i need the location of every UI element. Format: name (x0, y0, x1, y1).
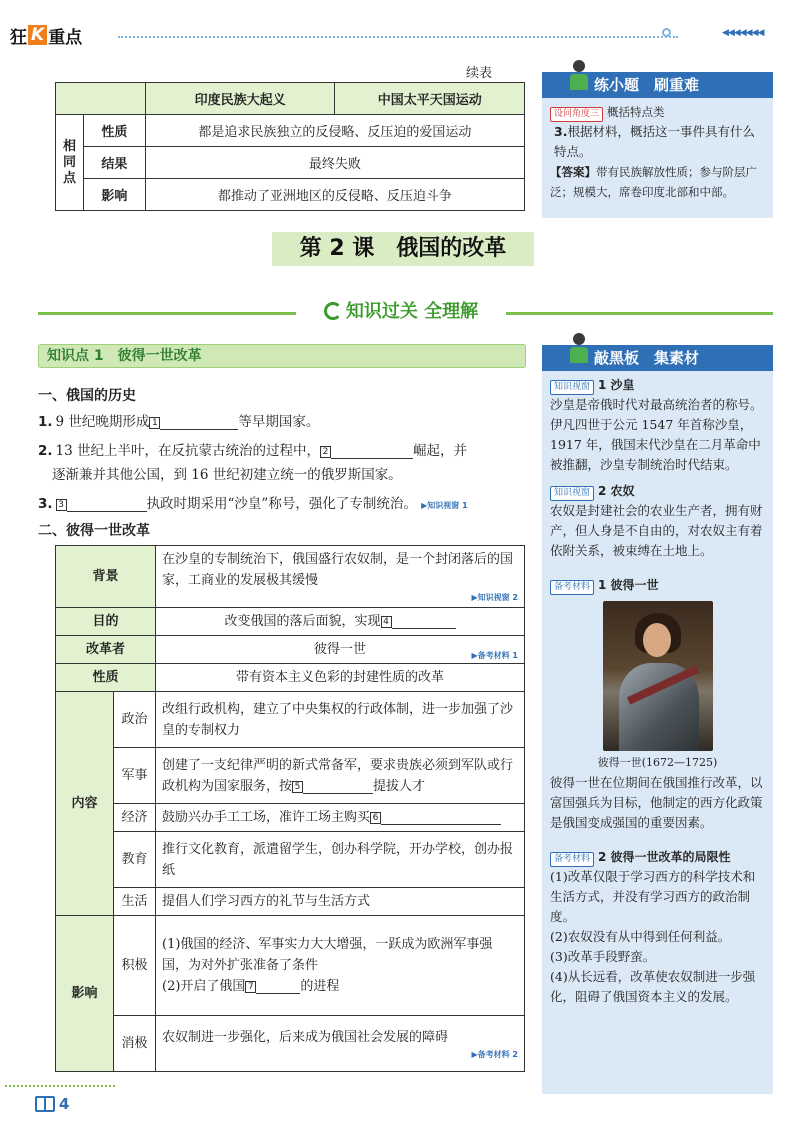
section-banner (296, 297, 506, 327)
question-number: 1. (38, 414, 53, 430)
answer-text: 带有民族解放性质；参与阶层广泛；规模大，席卷印度北部和中部。 (550, 165, 757, 199)
military-text: 创建了一支纪律严明的新式常备军，要求贵族必须到军队或行政机构为国家服务，按 (162, 757, 514, 794)
page-number-box (35, 1093, 69, 1115)
military-text-2: 提拔人才 (373, 778, 426, 794)
reference-link[interactable]: ▶备考材料 2 (471, 1049, 518, 1059)
limitation-4: (4)从长远看，改革使农奴制进一步强化，阻碍了俄国资本主义的发展。 (550, 969, 756, 1004)
circle-icon (662, 28, 671, 37)
fill-blank[interactable] (256, 978, 300, 994)
blank-number: 1 (149, 417, 160, 429)
aim-cell (156, 608, 525, 636)
reformer-text: 彼得一世 (313, 642, 366, 657)
nature-cell: 带有资本主义色彩的封建性质的改革 (156, 664, 525, 692)
swirl-icon (324, 302, 342, 320)
question-tag: 设问角度三 (550, 107, 603, 122)
comparison-table (55, 82, 525, 211)
sub-label: 军事 (114, 748, 156, 804)
background-cell (156, 546, 525, 608)
figure-icon (570, 333, 588, 369)
education-cell: 推行文化教育，派遣留学生，创办科学院，开办学校，创办报纸 (156, 832, 525, 888)
sub-label: 积极 (114, 916, 156, 1016)
negative-text: 农奴制进一步强化，后来成为俄国社会发展的障碍 (162, 1029, 449, 1045)
row-label: 影响 (56, 916, 114, 1072)
sub-label: 生活 (114, 888, 156, 916)
board-header (542, 345, 773, 371)
practice-body (542, 98, 773, 218)
board-body (542, 371, 773, 1094)
material-tag: 备考材料 (550, 580, 594, 595)
brand-logo (10, 20, 82, 50)
material-title: 1 彼得一世 (598, 578, 659, 592)
sub-label: 政治 (114, 692, 156, 748)
row-label: 性质 (83, 115, 145, 147)
figure-icon (570, 60, 588, 96)
aim-text: 改变俄国的落后面貌，实现 (224, 614, 381, 629)
page-number: 4 (59, 1095, 70, 1113)
economy-cell (156, 804, 525, 832)
question-number: 2. (38, 443, 53, 459)
book-icon (35, 1096, 55, 1112)
brand-k: K (28, 25, 47, 45)
material-title: 2 彼得一世改革的局限性 (598, 850, 731, 864)
question-3 (38, 492, 468, 518)
answer-label: 【答案】 (550, 165, 596, 179)
blank-number: 7 (245, 981, 256, 993)
question-text: 9 世纪晚期形成 (55, 414, 150, 430)
board-title: 敲黑板 集素材 (594, 349, 700, 367)
positive-text-2a: (2)开启了俄国 (162, 979, 246, 994)
table-caption: 续表 (466, 66, 493, 81)
window-text: 农奴是封建社会的农业生产者，拥有财产，但人身是不自由的，对农奴主有着依附关系，被束缚在土地上。 (550, 503, 763, 558)
row-value: 都推动了亚洲地区的反侵略、反压迫斗争 (145, 179, 524, 211)
row-label: 影响 (83, 179, 145, 211)
politics-cell: 改组行政机构，建立了中央集权的行政体制，进一步加强了沙皇的专制权力 (156, 692, 525, 748)
reference-link[interactable]: ▶知识视窗 1 (421, 501, 468, 510)
limitation-3: (3)改革手段野蛮。 (550, 949, 656, 964)
reform-table (55, 545, 525, 1072)
positive-text-2b: 的进程 (300, 979, 340, 994)
brand-text-2: 重点 (48, 27, 83, 48)
empty-header-cell (56, 83, 146, 115)
row-label: 性质 (56, 664, 156, 692)
question-text: 崛起，并 (413, 443, 468, 459)
fill-blank[interactable] (160, 414, 238, 430)
tag-title: 概括特点类 (607, 105, 665, 119)
sub-label: 消极 (114, 1016, 156, 1072)
blank-number: 2 (320, 446, 331, 458)
window-title: 2 农奴 (598, 484, 635, 498)
board-box (542, 345, 773, 1094)
row-label: 目的 (56, 608, 156, 636)
ref-wrap (162, 1048, 518, 1061)
row-value: 都是追求民族独立的反侵略、反压迫的爱国运动 (145, 115, 524, 147)
fill-blank[interactable] (67, 496, 147, 512)
window-text: 沙皇是帝俄时代对最高统治者的称号。伊凡四世于公元 1547 年首称沙皇，1917 年，俄国末代沙皇在二月革命中被推翻，沙皇专制统治时代结束。 (550, 397, 763, 472)
question-text: 根据材料，概括这一事件具有什么特点。 (554, 124, 755, 159)
life-cell: 提倡人们学习西方的礼节与生活方式 (156, 888, 525, 916)
reformer-cell (156, 636, 525, 664)
window-title: 1 沙皇 (598, 378, 635, 392)
header-decoration (662, 24, 782, 42)
fill-blank[interactable] (381, 809, 501, 825)
background-text: 在沙皇的专制统治下，俄国盛行农奴制，是一个封闭落后的国家，工商业的发展极其缓慢 (162, 552, 514, 588)
question-number: 3. (38, 496, 53, 512)
question-2-cont: 逐渐兼并其他公国，到 16 世纪初建立统一的俄罗斯国家。 (52, 467, 402, 483)
negative-cell (156, 1016, 525, 1072)
positive-text-1: (1)俄国的经济、军事实力大大增强，一跃成为欧洲军事强国，为对外扩张准备了条件 (162, 937, 493, 973)
row-value: 最终失败 (145, 147, 524, 179)
question-1 (38, 410, 319, 434)
question-number: 3. (554, 124, 568, 139)
window-tag: 知识视窗 (550, 486, 594, 501)
row-label: 改革者 (56, 636, 156, 664)
group-label: 相同点 (56, 115, 84, 211)
question-text: 等早期国家。 (238, 414, 320, 430)
portrait-caption: 彼得一世(1672—1725) (597, 756, 718, 769)
blank-number: 3 (56, 499, 67, 511)
lesson-title: 第 2 课 俄国的改革 (299, 236, 507, 261)
limitation-2: (2)农奴没有从中得到任何利益。 (550, 929, 731, 944)
economy-text: 鼓励兴办手工工场，准许工场主购买 (162, 810, 371, 825)
part2-heading: 二、彼得一世改革 (38, 523, 150, 539)
brand-text: 狂 (10, 27, 27, 48)
header-india: 印度民族大起义 (145, 83, 335, 115)
part1-heading: 一、俄国的历史 (38, 388, 136, 404)
knowledge-point-title: 知识点 1 彼得一世改革 (38, 344, 526, 368)
blank-number: 5 (292, 781, 303, 793)
blank-number: 6 (370, 812, 381, 824)
header-dotted-line (118, 36, 678, 38)
window-tag: 知识视窗 (550, 380, 594, 395)
fill-blank[interactable] (331, 443, 413, 459)
question-2 (38, 439, 467, 463)
section-banner-text: 知识过关 全理解 (345, 301, 479, 322)
limitation-1: (1)改革仅限于学习西方的科学技术和生活方式，并没有学习西方的政治制度。 (550, 869, 756, 924)
sub-label: 经济 (114, 804, 156, 832)
fill-blank[interactable] (303, 778, 373, 794)
sub-label: 教育 (114, 832, 156, 888)
positive-text-2 (162, 976, 518, 997)
reference-link[interactable]: ▶备考材料 1 (471, 651, 518, 660)
blank-number: 4 (381, 616, 392, 628)
material-text: 彼得一世在位期间在俄国推行改革，以富国强兵为目标，他制定的西方化政策是俄国变成强国的重要因素。 (550, 775, 763, 830)
row-label: 结果 (83, 147, 145, 179)
footer-dotted-line (5, 1085, 115, 1087)
positive-cell (156, 916, 525, 1016)
arrows-icon: ◀◀◀◀◀◀◀ (722, 28, 764, 38)
fill-blank[interactable] (392, 613, 456, 629)
question-text: 13 世纪上半叶，在反抗蒙古统治的过程中， (55, 443, 321, 459)
header-china: 中国太平天国运动 (335, 83, 525, 115)
ref-wrap (162, 591, 518, 604)
practice-title: 练小题 刷重难 (594, 76, 700, 94)
material-tag: 备考材料 (550, 852, 594, 867)
reference-link[interactable]: ▶知识视窗 2 (471, 593, 518, 602)
military-cell (156, 748, 525, 804)
question-text: 执政时期采用“沙皇”称号，强化了专制统治。 (146, 496, 417, 512)
row-label: 背景 (56, 546, 156, 608)
practice-box (542, 72, 773, 218)
row-label: 内容 (56, 692, 114, 916)
practice-header (542, 72, 773, 98)
peter-portrait (603, 601, 713, 751)
